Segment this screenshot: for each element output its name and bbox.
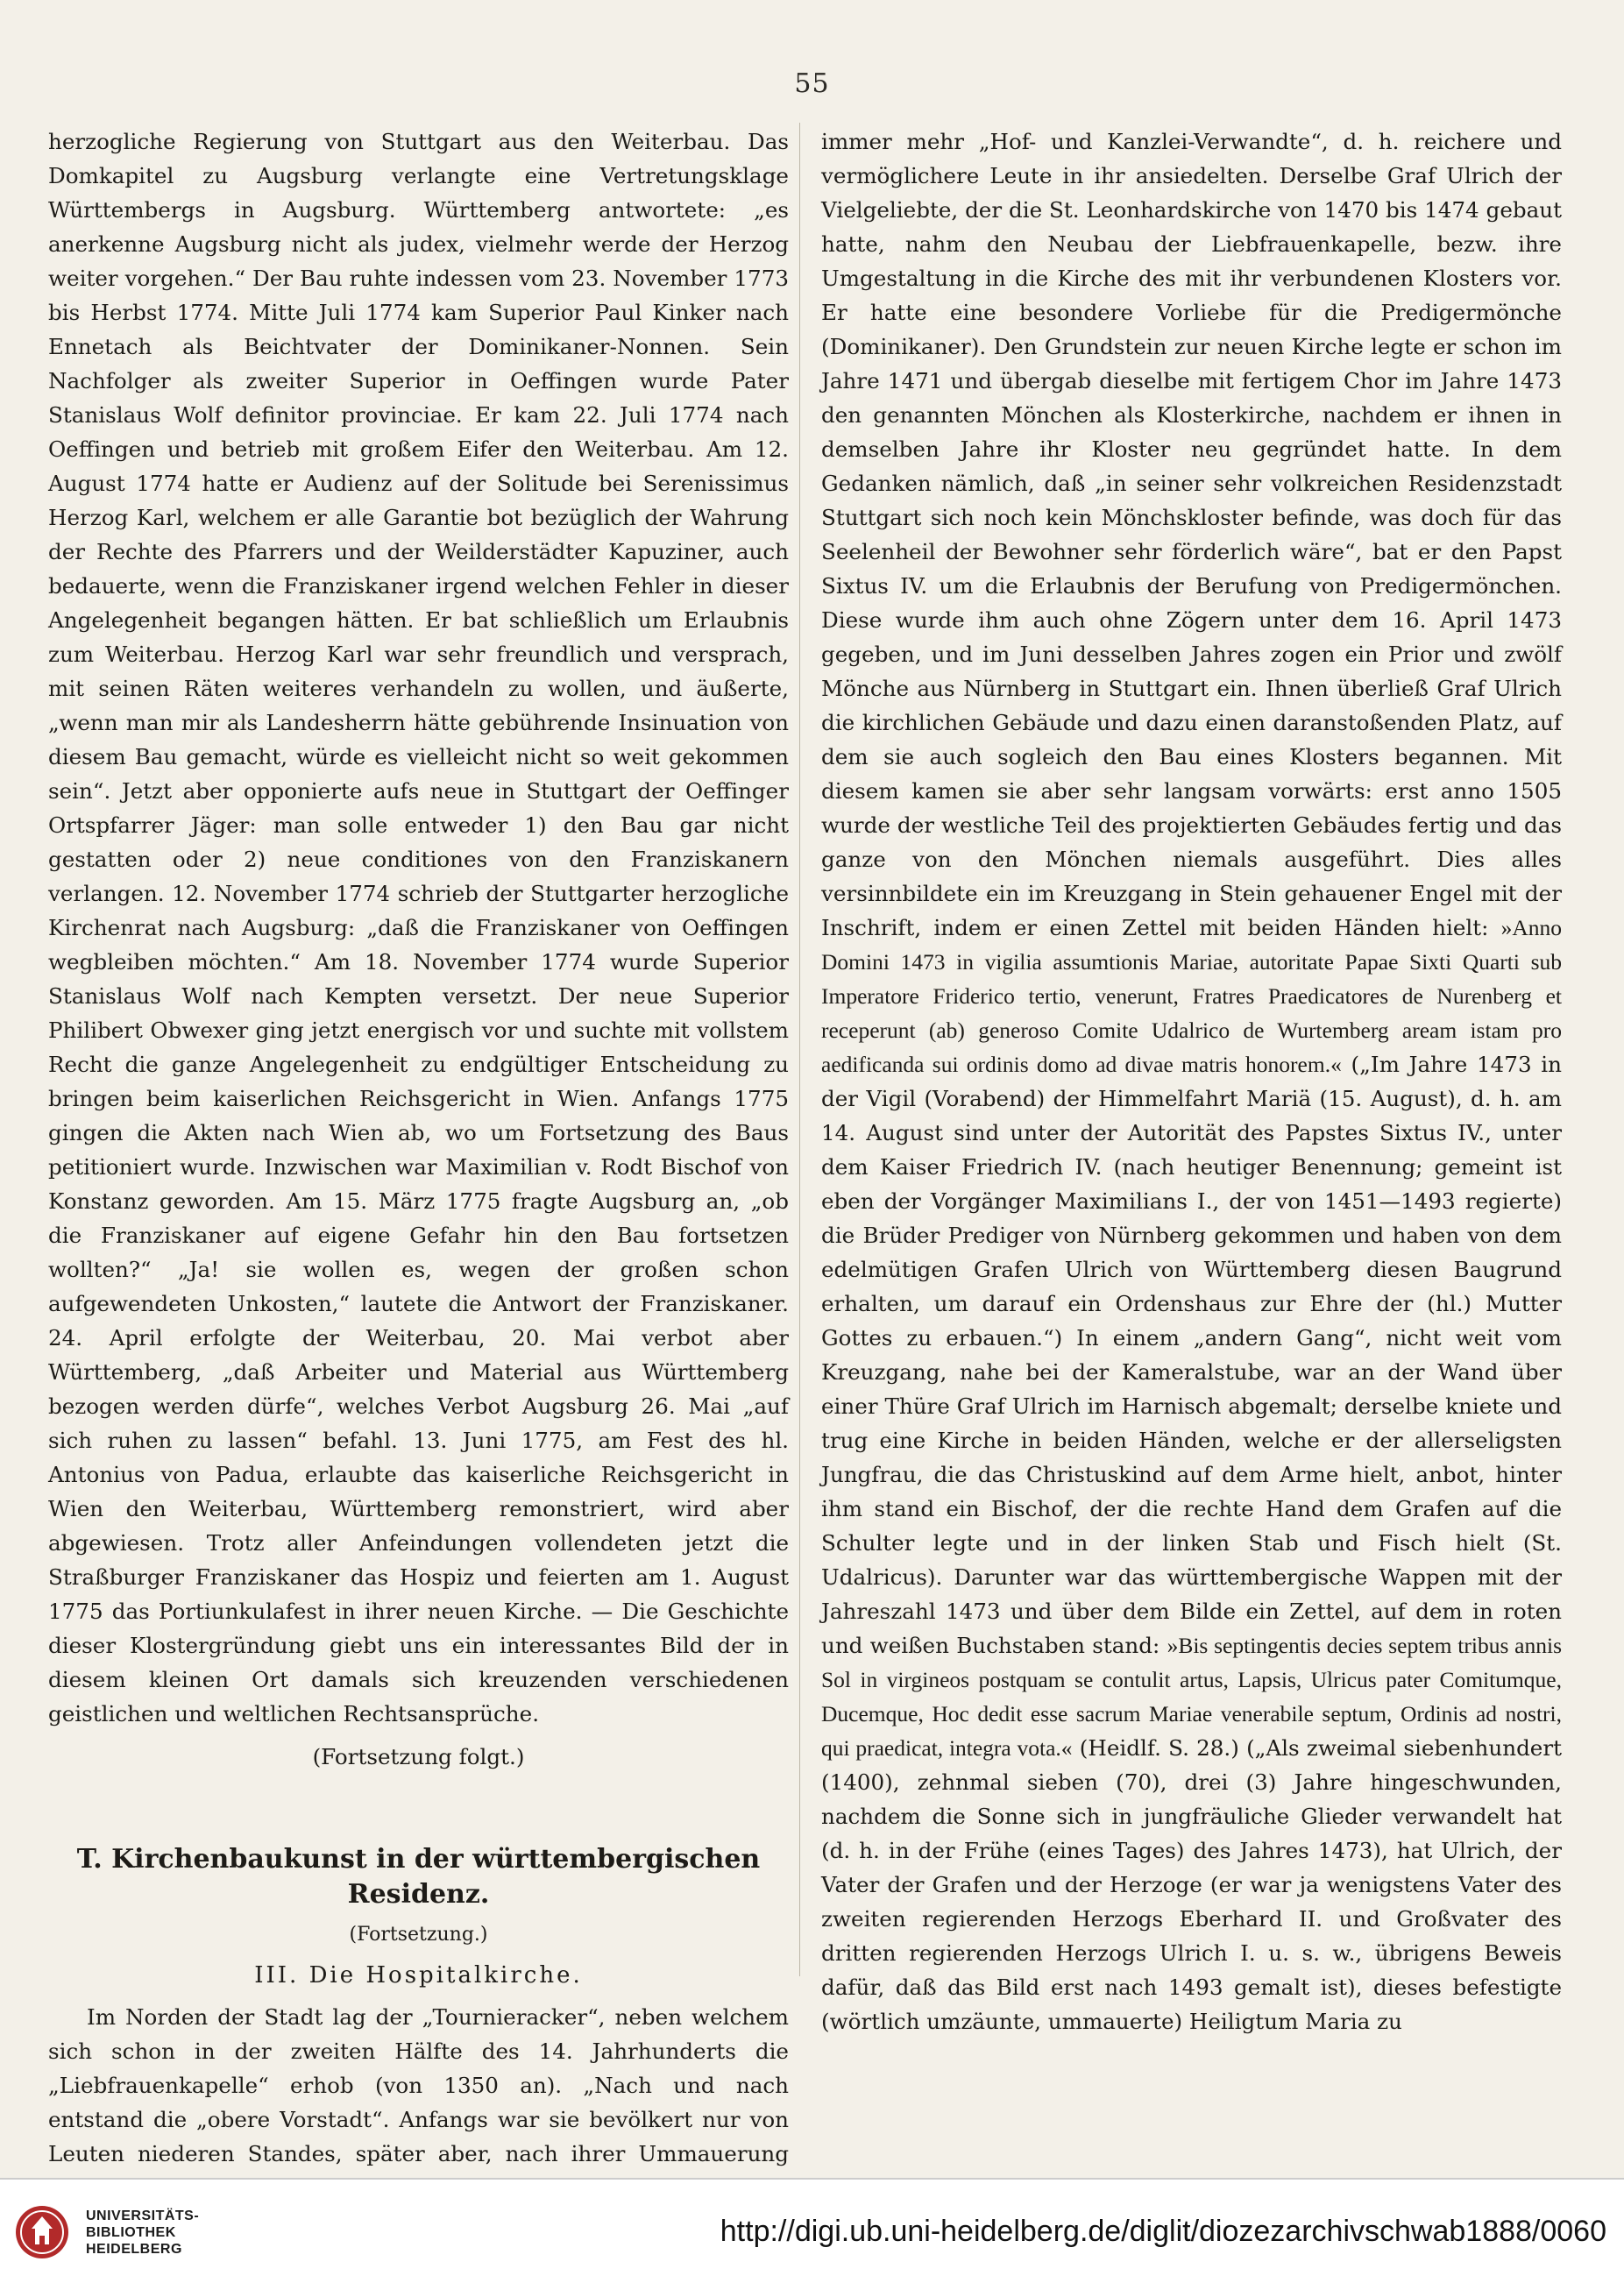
right-text-2: („Im Jahre 1473 in der Vigil (Vorabend) der Himmelfahrt Mariä (15. August), d. h. am 14. August sind unter der Autorität des Papstes Sixtus IV., unter dem Kaiser Friedrich IV. (nach heutiger Benennung; gemeint ist eben der Vorgänger Maximilians I., der von 1451—1493 regierte) die Brüder Prediger von Nürnberg gekommen und haben von dem edelmütigen Grafen Ulrich von Württemberg diesen Baugrund erhalten, um darauf ein Ordenshaus zur Ehre der (hl.) Mutter Gottes zu erbauen.“) In einem „andern Gang“, nicht weit vom Kreuzgang, nahe bei der Kameralstube, war an der Wand über einer Thüre Graf Ulrich im Harnisch abgemalt; derselbe kniete und trug eine Kirche in beiden Händen, welche er der allerseligsten Jungfrau, die das Christuskind auf dem Arme hielt, anbot, hinter ihm stand ein Bischof, der die rechte Hand dem Grafen auf die Schulter legte und in der linken Stab und Fisch hielt (St. Udalricus). Darunter war das württembergische Wappen mit der Jahreszahl 1473 und über dem Bilde ein Zettel, auf dem in roten und weißen Buchstaben stand:	[821, 1052, 1563, 1658]
left-paragraph-2: Im Norden der Stadt lag der „Tournieracker“, neben welchem sich schon in der zweiten Hälfte des 14. Jahrhunderts die „Liebfrauenkapelle“ erhob (von 1350 an). „Nach und nach entstand die „obere Vorstadt“. Anfangs war sie bevölkert nur von Leuten niederen Standes, später aber, nach ihrer Ummauerung	[48, 2004, 789, 2166]
left-column	[48, 124, 789, 2205]
footer-bar	[0, 2178, 1624, 2283]
page-number: 55	[794, 68, 830, 99]
latin-inscription-2: »Bis septingentis decies septem tribus annis Sol in virgineos postquam se contulit artus, Lapsis, Ulricus pater Comitumque, Ducemque, Hoc dedit esse sacrum Mariae venerabile septum, Ordinis ad nostri, qui praedicat, integra vota.«	[821, 1633, 1562, 1761]
footer-rule	[0, 2178, 1624, 2180]
column-divider	[799, 123, 800, 1976]
continuation-note: (Fortsetzung folgt.)	[312, 1744, 525, 1769]
article-subtitle: (Fortsetzung.)	[349, 1924, 488, 1946]
right-paragraph-1	[821, 124, 1562, 2038]
right-column	[821, 124, 1562, 2038]
library-name-line-3: HEIDELBERG	[86, 2242, 182, 2257]
latin-inscription-1: »Anno Domini 1473 in vigilia assumtionis Mariae, autoritate Papae Sixti Quarti sub Imperatore Friderico tertio, venerunt, Fratres Praedicatores de Nurenberg et receperunt (ab) generoso Comite Udalrico de Wurtemberg aream istam pro aedificanda sui ordinis domo ad divae matris honorem.«	[821, 915, 1562, 1077]
section-heading: III. Die Hospitalkirche.	[254, 1962, 583, 1989]
library-name-line-2: BIBLIOTHEK	[86, 2225, 176, 2240]
article-title: T. Kirchenbaukunst in der württembergischen Residenz.	[76, 1844, 761, 1910]
right-text-3: (Heidlf. S. 28.) („Als zweimal siebenhundert (1400), zehnmal sieben (70), drei (3) Jahre hingeschwunden, nachdem die Sonne sich in jungfräuliche Glieder verwandelt hat (d. h. in der Frühe (eines Tages) des Jahres 1473), hat Ulrich, der Vater der Grafen und der Herzoge (er war ja wenigstens Vater des zweiten regierenden Herzogs Eberhard II. und Großvater des dritten regierenden Herzogs Ulrich I. u. s. w., übrigens Beweis dafür, daß das Bild erst nach 1493 gemalt ist), dieses befestigte (wörtlich umzäunte, ummauerte) Heiligtum Maria zu	[821, 1735, 1563, 2034]
library-name	[86, 2208, 199, 2258]
library-name-line-1: UNIVERSITÄTS-	[86, 2209, 200, 2223]
right-text-1: immer mehr „Hof- und Kanzlei-Verwandte“, d. h. reichere und vermöglichere Leute in ihr ansiedelten. Derselbe Graf Ulrich der Vielgeliebte, der die St. Leonhardskirche von 1470 bis 1474 gebaut hatte, nahm den Neubau der Liebfrauenkapelle, bezw. ihre Umgestaltung in die Kirche des mit ihr verbundenen Klosters vor. Er hatte eine besondere Vorliebe für die Predigermönche (Dominikaner). Den Grundstein zur neuen Kirche legte er schon im Jahre 1471 und übergab dieselbe mit fertigem Chor im Jahre 1473 den genannten Mönchen als Klosterkirche, nachdem er ihnen in demselben Jahre ihr Kloster neu gegründet hatte. In dem Gedanken nämlich, daß „in seiner sehr volkreichen Residenzstadt Stuttgart sich noch kein Mönchskloster befinde, was doch für das Seelenheil der Bewohner sehr förderlich wäre“, bat er den Papst Sixtus IV. um die Erlaubnis der Berufung von Predigermönchen. Diese wurde ihm auch ohne Zögern unter dem 16. April 1473 gegeben, und im Juni desselben Jahres zogen ein Prior und zwölf Mönche aus Nürnberg in Stuttgart ein. Ihnen überließ Graf Ulrich die kirchlichen Gebäude und dazu einen daranstoßenden Platz, auf dem sie auch sogleich den Bau eines Klosters begannen. Mit diesem kamen sie aber sehr langsam vorwärts: erst anno 1505 wurde der westliche Teil des projektierten Gebäudes fertig und das ganze von den Mönchen niemals ausgeführt. Dies alles versinnbildete ein im Kreuzgang in Stein gehauener Engel mit der Inschrift, indem er einen Zettel mit beiden Händen hielt:	[821, 129, 1562, 940]
left-paragraph-1: herzogliche Regierung von Stuttgart aus den Weiterbau. Das Domkapitel zu Augsburg verlangte eine Vertretungsklage Württembergs in Augsburg. Württemberg antwortete: „es anerkenne Augsburg nicht als judex, vielmehr werde der Herzog weiter vorgehen.“ Der Bau ruhte indessen vom 23. November 1773 bis Herbst 1774. Mitte Juli 1774 kam Superior Paul Kinker nach Ennetach als Beichtvater der Dominikaner-Nonnen. Sein Nachfolger als zweiter Superior in Oeffingen wurde Pater Stanislaus Wolf definitor provinciae. Er kam 22. Juli 1774 nach Oeffingen und betrieb mit großem Eifer den Weiterbau. Am 12. August 1774 hatte er Audienz auf der Solitude bei Serenissimus Herzog Karl, welchem er alle Garantie bot bezüglich der Wahrung der Rechte des Pfarrers und der Weilderstädter Kapuziner, auch bedauerte, wenn die Franziskaner irgend welchen Fehler in dieser Angelegenheit begangen hätten. Er bat schließlich um Erlaubnis zum Weiterbau. Herzog Karl war sehr freundlich und versprach, mit seinen Räten weiteres verhandeln zu wollen, und äußerte, „wenn man mir als Landesherrn hätte gebührende Insinuation von diesem Bau gemacht, würde es vielleicht nicht so weit gekommen sein“. Jetzt aber opponierte aufs neue in Stuttgart der Oeffinger Ortspfarrer Jäger: man solle entweder 1) den Bau gar nicht gestatten oder 2) neue conditiones von den Franziskanern verlangen. 12. November 1774 schrieb der Stuttgarter herzogliche Kirchenrat nach Augsburg: „daß die Franziskaner von Oeffingen wegbleiben möchten.“ Am 18. November 1774 wurde Superior Stanislaus Wolf nach Kempten versetzt. Der neue Superior Philibert Obwexer ging jetzt energisch vor und suchte mit vollstem Recht die ganze Angelegenheit zu endgültiger Entscheidung zu bringen beim kaiserlichen Reichsgericht in Wien. Anfangs 1775 gingen die Akten nach Wien ab, wo um Fortsetzung des Baus petitioniert wurde. Inzwischen war Maximilian v. Rodt Bischof von Konstanz geworden. Am 15. März 1775 fragte Augsburg an, „ob die Franziskaner auf eigene Gefahr hin den Bau fortsetzen wollten?“ „Ja! sie wollen es, wegen der großen schon aufgewendeten Unkosten,“ lautete die Antwort der Franziskaner. 24. April erfolgte der Weiterbau, 20. Mai verbot aber Württemberg, „daß Arbeiter und Material aus Württemberg bezogen werden dürfe“, welches Verbot Augsburg 26. Mai „auf sich ruhen zu lassen“ befahl. 13. Juni 1775, am Fest des hl. Antonius von Padua, erlaubte das kaiserliche Reichsgericht in Wien den Weiterbau, Württemberg remonstriert, wird aber abgewiesen. Trotz aller Anfeindungen vollendeten jetzt die Straßburger Franziskaner das Hospiz und feierten am 1. August 1775 das Portiunkulafest in ihrer neuen Kirche. — Die Geschichte dieser Klostergründung giebt uns ein interessantes Bild der in diesem kleinen Ort damals sich kreuzenden verschiedenen geistlichen und weltlichen Rechtsansprüche.	[48, 129, 789, 1726]
university-seal-icon	[14, 2204, 70, 2260]
digitization-url-link[interactable]: http://digi.ub.uni-heidelberg.de/diglit/diozezarchivschwab1888/0060	[720, 2215, 1606, 2248]
